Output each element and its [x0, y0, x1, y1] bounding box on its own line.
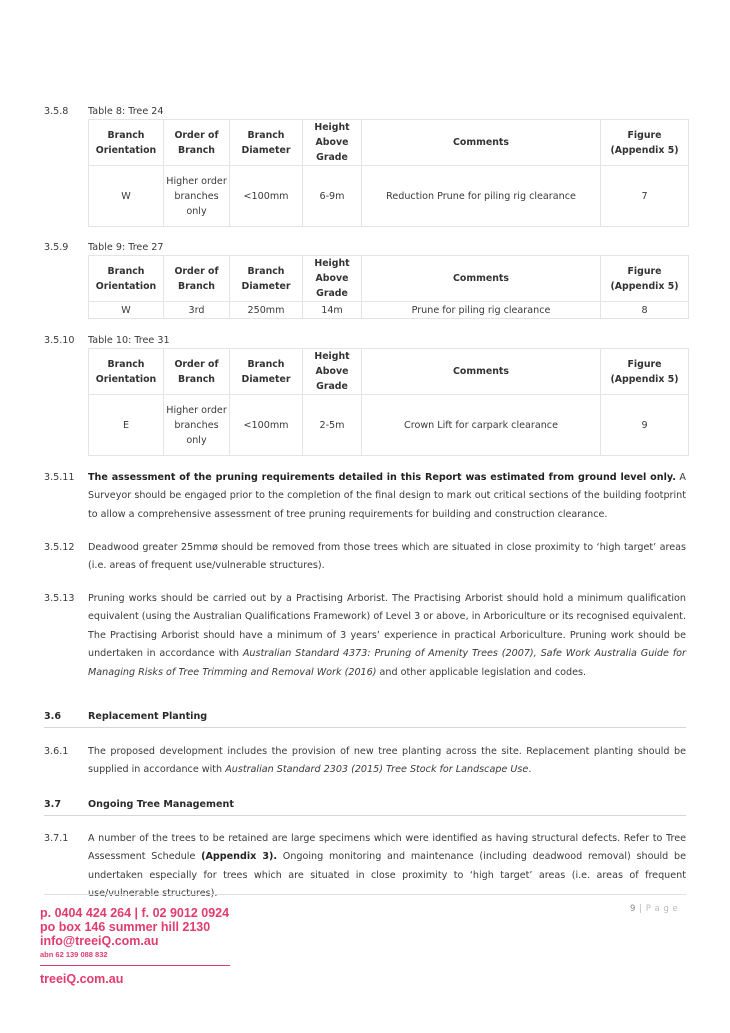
- header-figure: Figure (Appendix 5): [601, 120, 689, 166]
- cell-diameter: <100mm: [230, 395, 303, 456]
- header-branch-diameter: Branch Diameter: [230, 349, 303, 395]
- paragraph-text: [88, 469, 686, 524]
- cell-comments: Prune for piling rig clearance: [362, 302, 601, 319]
- cell-orientation: E: [89, 395, 164, 456]
- body-text: A number of the trees to be retained are large specimens which were identified as having structural defects. Refer to Tree Assessment Schedule: [88, 833, 686, 863]
- paragraph-3-5-11: [44, 469, 686, 524]
- body-text: Ongoing monitoring and maintenance (including deadwood removal) should be undertaken especially for trees which are situated in close proximity to ‘high target’ areas (i.e. areas of frequent use/vulnerable structures).: [88, 851, 686, 900]
- body-text: Pruning works should be carried out by a Practising Arborist. The Practising Arborist should hold a minimum qualification equivalent (using the Australian Qualifications Framework) of Level 3 or above, in Arboriculture or its recognised equivalent. The Practising Arborist should have a minimum of 3 years’ experience in practical Arboriculture. Pruning work should be undertaken in accordance with: [88, 593, 686, 660]
- cell-height: 6-9m: [303, 166, 362, 227]
- header-branch-diameter: Branch Diameter: [230, 120, 303, 166]
- table-header-row: [89, 120, 689, 166]
- header-order-of-branch: Order of Branch: [164, 256, 230, 302]
- cell-figure: 9: [601, 395, 689, 456]
- cell-orientation: W: [89, 302, 164, 319]
- cell-figure: 8: [601, 302, 689, 319]
- section-number: 3.5.9: [44, 242, 69, 253]
- bold-text: The assessment of the pruning requirements detailed in this Report was estimated from ground level only.: [88, 472, 676, 483]
- table-8: [88, 119, 689, 227]
- section-number: 3.5.8: [44, 106, 69, 117]
- body-text: A Surveyor should be engaged prior to the completion of the final design to mark out critical sections of the building footprint to allow a comprehensive assessment of tree pruning requirements for building and construction clearance.: [88, 472, 686, 520]
- header-order-of-branch: Order of Branch: [164, 120, 230, 166]
- table-row: [89, 166, 689, 227]
- header-comments: Comments: [362, 120, 601, 166]
- cell-order: 3rd: [164, 302, 230, 319]
- paragraph-text: [88, 830, 686, 904]
- header-comments: Comments: [362, 349, 601, 395]
- header-figure: Figure (Appendix 5): [601, 349, 689, 395]
- header-branch-orientation: Branch Orientation: [89, 120, 164, 166]
- body-text: and other applicable legislation and codes.: [376, 666, 587, 678]
- table-9: [88, 255, 689, 319]
- header-height-above-grade: Height Above Grade: [303, 256, 362, 302]
- paragraph-3-5-13: [44, 590, 686, 682]
- cell-comments: Reduction Prune for piling rig clearance: [362, 166, 601, 227]
- section-number: 3.5.10: [44, 335, 75, 346]
- paragraph-3-6-1: [44, 743, 686, 780]
- standard-citation: Australian Standard 2303 (2015) Tree Stock for Landscape Use: [225, 764, 529, 776]
- section-number: 3.6: [44, 711, 61, 722]
- cell-height: 2-5m: [303, 395, 362, 456]
- table-row: [89, 395, 689, 456]
- body-text: The proposed development includes the provision of new tree planting across the site. Replacement planting should be supplied in accordance with: [88, 746, 686, 776]
- header-branch-orientation: Branch Orientation: [89, 256, 164, 302]
- body-text: .: [528, 764, 532, 776]
- cell-order: Higher order branches only: [164, 166, 230, 227]
- footer-abn: abn 62 139 088 832: [40, 950, 108, 959]
- heading-title: Replacement Planting: [88, 711, 208, 722]
- table-caption: Table 9: Tree 27: [88, 242, 164, 253]
- header-height-above-grade: Height Above Grade: [303, 349, 362, 395]
- cell-comments: Crown Lift for carpark clearance: [362, 395, 601, 456]
- header-figure: Figure (Appendix 5): [601, 256, 689, 302]
- footer-phone: p. 0404 424 264 | f. 02 9012 0924: [40, 906, 230, 920]
- section-number: 3.7: [44, 799, 61, 810]
- section-number: 3.7.1: [44, 833, 69, 844]
- table-caption: Table 10: Tree 31: [88, 335, 170, 346]
- header-comments: Comments: [362, 256, 601, 302]
- cell-diameter: <100mm: [230, 166, 303, 227]
- section-number: 3.5.12: [44, 542, 75, 553]
- header-branch-diameter: Branch Diameter: [230, 256, 303, 302]
- table-header-row: [89, 256, 689, 302]
- section-heading-3-6: [44, 711, 686, 728]
- table-caption: Table 8: Tree 24: [88, 106, 164, 117]
- section-number: 3.5.13: [44, 593, 75, 604]
- footer-email[interactable]: info@treeiQ.com.au: [40, 934, 159, 948]
- page-word: P a g e: [645, 904, 679, 914]
- footer-divider: [44, 894, 686, 895]
- paragraph-3-5-12: [44, 539, 686, 576]
- cell-diameter: 250mm: [230, 302, 303, 319]
- section-number: 3.6.1: [44, 746, 69, 757]
- paragraph-text: [88, 590, 686, 682]
- bold-text: (Appendix 3).: [201, 851, 278, 863]
- section-heading-3-7: [44, 799, 686, 816]
- footer-website[interactable]: treeiQ.com.au: [40, 972, 124, 986]
- cell-figure: 7: [601, 166, 689, 227]
- page-number: [630, 904, 678, 914]
- paragraph-text: Deadwood greater 25mmø should be removed from those trees which are situated in close proximity to ‘high target’ areas (i.e. areas of frequent use/vulnerable structures).: [88, 542, 686, 572]
- cell-orientation: W: [89, 166, 164, 227]
- standard-citation: Australian Standard 4373: Pruning of Amenity Trees (2007), Safe Work Australia Guide for Managing Risks of Tree Trimming and Removal Work (2016): [88, 648, 686, 678]
- footer-brand-rule: [40, 965, 230, 966]
- header-height-above-grade: Height Above Grade: [303, 120, 362, 166]
- table-10: [88, 348, 689, 456]
- table-row: [89, 302, 689, 319]
- table-header-row: [89, 349, 689, 395]
- header-order-of-branch: Order of Branch: [164, 349, 230, 395]
- cell-height: 14m: [303, 302, 362, 319]
- paragraph-3-7-1: [44, 830, 686, 904]
- cell-order: Higher order branches only: [164, 395, 230, 456]
- page-separator: |: [635, 904, 646, 914]
- heading-title: Ongoing Tree Management: [88, 799, 234, 810]
- footer-po-box: po box 146 summer hill 2130: [40, 920, 211, 934]
- paragraph-text: [88, 743, 686, 780]
- header-branch-orientation: Branch Orientation: [89, 349, 164, 395]
- section-number: 3.5.11: [44, 472, 75, 483]
- page-number-value: 9: [630, 904, 636, 914]
